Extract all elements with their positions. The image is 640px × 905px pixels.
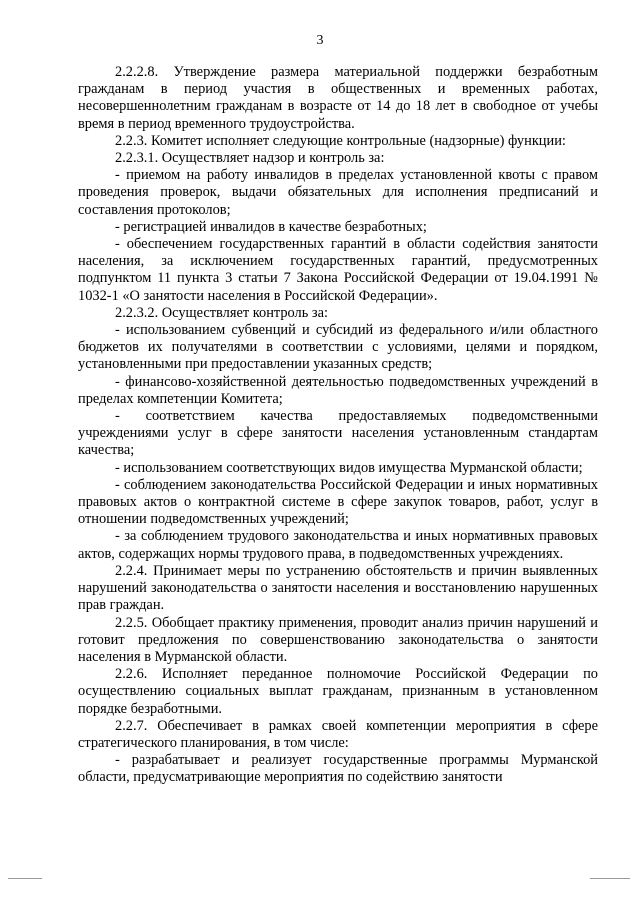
document-body <box>78 64 598 787</box>
list-item: - соответствием качества предоставляемых подведомственными учреждениями услуг в сфере занятости населения установленным стандартам качества; <box>78 408 598 459</box>
paragraph: 2.2.4. Принимает меры по устранению обстоятельств и причин выявленных нарушений законодательства о занятости населения и восстановлению нарушенных прав граждан. <box>78 562 598 614</box>
paragraph: 2.2.6. Исполняет переданное полномочие Российской Федерации по осуществлению социальных выплат гражданам, признанным в установленном порядке безработными. <box>78 666 598 717</box>
paragraph: 2.2.3. Комитет исполняет следующие контрольные (надзорные) функции: <box>115 132 566 149</box>
list-item: - приемом на работу инвалидов в пределах установленной квоты с правом проведения проверок, выдачи обязательных для исполнения предписаний и составления протоколов; <box>78 167 598 218</box>
scan-edge-mark <box>8 878 42 879</box>
list-item: - соблюдением законодательства Российской Федерации и иных нормативных правовых актов о контрактной системе в сфере закупок товаров, работ, услуг в отношении подведомственных учреждений; <box>78 476 598 528</box>
list-item: - разрабатывает и реализует государственные программы Мурманской области, предусматривающие мероприятия по содействию занятости <box>78 752 598 786</box>
list-item: - финансово-хозяйственной деятельностью подведомственных учреждений в пределах компетенции Комитета; <box>78 373 598 407</box>
list-item: - регистрацией инвалидов в качестве безработных; <box>115 218 427 235</box>
paragraph: 2.2.2.8. Утверждение размера материальной поддержки безработным гражданам в период участия в общественных и временных работах, несовершеннолетним гражданам в возрасте от 14 до 18 лет в свободное от учебы время в период временного трудоустройства. <box>78 64 598 132</box>
list-item: - за соблюдением трудового законодательства и иных нормативных правовых актов, содержащих нормы трудового права, в подведомственных учреждениях. <box>78 528 598 562</box>
scan-edge-mark <box>590 878 630 879</box>
list-item: - использованием субвенций и субсидий из федерального и/или областного бюджетов их получателями в соответствии с условиями, целями и порядком, установленными при предоставлении указанных средств; <box>78 322 598 373</box>
list-item: - использованием соответствующих видов имущества Мурманской области; <box>115 459 583 476</box>
page-number: 3 <box>316 33 324 48</box>
paragraph: 2.2.3.2. Осуществляет контроль за: <box>115 304 328 321</box>
paragraph: 2.2.7. Обеспечивает в рамках своей компетенции мероприятия в сфере стратегического планирования, в том числе: <box>78 717 598 751</box>
list-item: - обеспечением государственных гарантий в области содействия занятости населения, за исключением государственных гарантий, предусмотренных подпунктом 11 пункта 3 статьи 7 Закона Российской Федерации от 19.04.1991 № 1032-1 «О занятости населения в Российской Федерации». <box>78 236 598 304</box>
paragraph: 2.2.5. Обобщает практику применения, проводит анализ причин нарушений и готовит предложения по совершенствованию законодательства о занятости населения в Мурманской области. <box>78 614 598 665</box>
paragraph: 2.2.3.1. Осуществляет надзор и контроль за: <box>115 150 385 167</box>
